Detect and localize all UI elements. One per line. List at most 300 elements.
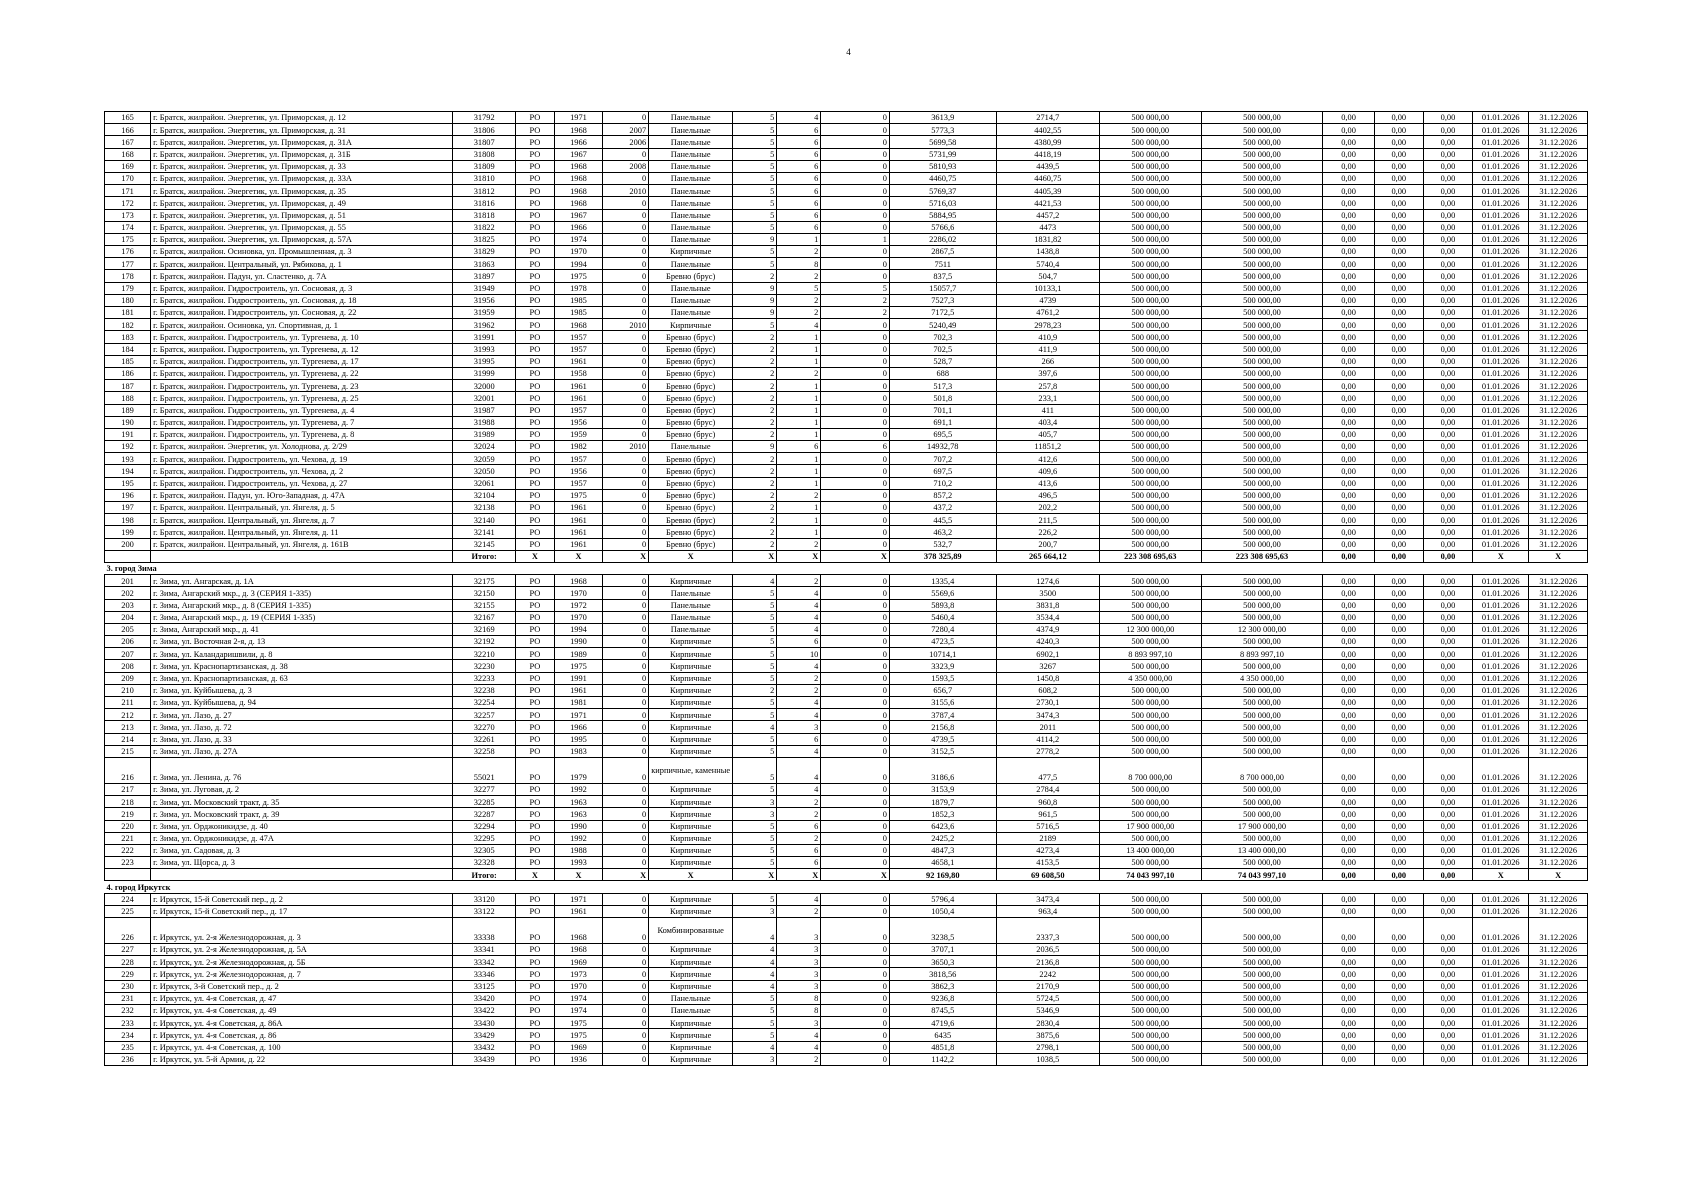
- fund-type-cell: РО: [515, 124, 554, 136]
- cost-fund-cell: 12 300 000,00: [1201, 623, 1323, 635]
- total-area-cell: 4739,5: [889, 733, 996, 745]
- entrances-cell: 4: [777, 745, 821, 757]
- wall-material-cell: Кирпичные: [649, 636, 733, 648]
- fund-type-cell: РО: [515, 502, 554, 514]
- address-cell: г. Братск, жилрайон. Энергетик, ул. Приморская, д. 31: [151, 124, 453, 136]
- total-area-cell: 3818,56: [889, 968, 996, 980]
- end-date-cell: 31.12.2026: [1529, 636, 1588, 648]
- section-header-row: [105, 562, 1588, 574]
- cost-fund-cell: 500 000,00: [1201, 148, 1323, 160]
- house-id-cell: 33346: [453, 968, 516, 980]
- living-area-cell: 4761,2: [996, 307, 1100, 319]
- table-row: [105, 392, 1588, 404]
- house-id-cell: 31988: [453, 416, 516, 428]
- living-area-cell: 2798,1: [996, 1041, 1100, 1053]
- repair-year-cell: 0: [603, 956, 649, 968]
- living-area-cell: 257,8: [996, 380, 1100, 392]
- house-id-cell: 31818: [453, 209, 516, 221]
- wall-material-cell: Бревно (брус): [649, 367, 733, 379]
- fund-type-cell: РО: [515, 808, 554, 820]
- build-year-cell: 1975: [554, 660, 602, 672]
- start-date-cell: 01.01.2026: [1473, 844, 1529, 856]
- address-cell: г. Зима, ул. Лазо, д. 27: [151, 709, 453, 721]
- cost-owners-cell: 0,00: [1423, 1041, 1472, 1053]
- cost-budget-local-cell: 0,00: [1374, 294, 1423, 306]
- underground-floors-cell: 0: [821, 392, 890, 404]
- total-area-cell: 4460,75: [889, 172, 996, 184]
- fund-type-cell: РО: [515, 660, 554, 672]
- end-date-cell: 31.12.2026: [1529, 233, 1588, 245]
- cost-owners-cell: 0,00: [1423, 832, 1472, 844]
- entrances-cell: 1: [777, 416, 821, 428]
- start-date-cell: 01.01.2026: [1473, 648, 1529, 660]
- cost-owners-cell: 0,00: [1423, 416, 1472, 428]
- cost-total-cell: 500 000,00: [1100, 721, 1201, 733]
- cost-budget-local-cell: 0,00: [1374, 660, 1423, 672]
- address-cell: [151, 869, 453, 881]
- living-area-cell: 2784,4: [996, 783, 1100, 795]
- house-id-cell: 32141: [453, 526, 516, 538]
- cost-budget-regional-cell: 0,00: [1323, 918, 1374, 944]
- wall-material-cell: Бревно (брус): [649, 477, 733, 489]
- address-cell: г. Братск, жилрайон. Энергетик, ул. Приморская, д. 57А: [151, 233, 453, 245]
- end-date-cell: 31.12.2026: [1529, 282, 1588, 294]
- living-area-cell: 4457,2: [996, 209, 1100, 221]
- house-id-cell: 33432: [453, 1041, 516, 1053]
- cost-budget-regional-cell: 0,00: [1323, 270, 1374, 282]
- row-number-cell: 198: [105, 514, 151, 526]
- total-area-cell: 3155,6: [889, 697, 996, 709]
- living-area-cell: 2830,4: [996, 1017, 1100, 1029]
- table-row: [105, 172, 1588, 184]
- address-cell: [151, 550, 453, 562]
- cost-fund-cell: 8 700 000,00: [1201, 757, 1323, 783]
- repair-year-cell: 0: [603, 404, 649, 416]
- table-row: [105, 1017, 1588, 1029]
- start-date-cell: 01.01.2026: [1473, 197, 1529, 209]
- floors-cell: 5: [733, 623, 777, 635]
- cost-budget-regional-cell: 0,00: [1323, 575, 1374, 587]
- wall-material-cell: Панельные: [649, 197, 733, 209]
- table-row: [105, 209, 1588, 221]
- build-year-cell: 1994: [554, 623, 602, 635]
- cost-budget-local-cell: 0,00: [1374, 258, 1423, 270]
- floors-cell: 5: [733, 783, 777, 795]
- entrances-cell: 4: [777, 587, 821, 599]
- underground-floors-cell: 0: [821, 246, 890, 258]
- entrances-cell: 1: [777, 502, 821, 514]
- address-cell: г. Иркутск, 3-й Советский пер., д. 2: [151, 980, 453, 992]
- cost-total-cell: 500 000,00: [1100, 465, 1201, 477]
- address-cell: г. Братск, жилрайон. Энергетик, ул. Приморская, д. 35: [151, 185, 453, 197]
- cost-total-cell: 8 893 997,10: [1100, 648, 1201, 660]
- address-cell: г. Братск, жилрайон. Гидростроитель, ул. Тургенева, д. 7: [151, 416, 453, 428]
- fund-type-cell: РО: [515, 319, 554, 331]
- row-number-cell: 196: [105, 489, 151, 501]
- living-area-cell: 5346,9: [996, 1004, 1100, 1016]
- house-id-cell: 31995: [453, 355, 516, 367]
- entrances-cell: 4: [777, 1029, 821, 1041]
- row-number-cell: 176: [105, 246, 151, 258]
- repair-year-cell: 0: [603, 209, 649, 221]
- register-body: [105, 112, 1588, 1066]
- total-row: [105, 550, 1588, 562]
- cost-budget-regional-cell: 0,00: [1323, 550, 1374, 562]
- build-year-cell: 1961: [554, 905, 602, 917]
- row-number-cell: 230: [105, 980, 151, 992]
- living-area-cell: 1450,8: [996, 672, 1100, 684]
- wall-material-cell: Бревно (брус): [649, 416, 733, 428]
- house-id-cell: 32167: [453, 611, 516, 623]
- cost-budget-local-cell: 0,00: [1374, 502, 1423, 514]
- cost-budget-local-cell: 0,00: [1374, 477, 1423, 489]
- cost-budget-regional-cell: 0,00: [1323, 197, 1374, 209]
- build-year-cell: 1974: [554, 992, 602, 1004]
- house-id-cell: 33122: [453, 905, 516, 917]
- table-row: [105, 307, 1588, 319]
- wall-material-cell: Кирпичные: [649, 893, 733, 905]
- table-row: [105, 465, 1588, 477]
- wall-material-cell: Кирпичные: [649, 980, 733, 992]
- start-date-cell: 01.01.2026: [1473, 697, 1529, 709]
- cost-budget-regional-cell: 0,00: [1323, 246, 1374, 258]
- entrances-cell: 8: [777, 258, 821, 270]
- fund-type-cell: РО: [515, 209, 554, 221]
- cost-fund-cell: 500 000,00: [1201, 197, 1323, 209]
- living-area-cell: 4374,9: [996, 623, 1100, 635]
- cost-owners-cell: 0,00: [1423, 124, 1472, 136]
- cost-fund-cell: 500 000,00: [1201, 233, 1323, 245]
- house-id-cell: 32270: [453, 721, 516, 733]
- fund-type-cell: РО: [515, 465, 554, 477]
- build-year-cell: 1966: [554, 221, 602, 233]
- floors-cell: 5: [733, 258, 777, 270]
- table-row: [105, 611, 1588, 623]
- build-year-cell: X: [554, 869, 602, 881]
- end-date-cell: 31.12.2026: [1529, 733, 1588, 745]
- cost-owners-cell: 0,00: [1423, 745, 1472, 757]
- cost-fund-cell: 500 000,00: [1201, 832, 1323, 844]
- cost-owners-cell: 0,00: [1423, 733, 1472, 745]
- underground-floors-cell: 0: [821, 992, 890, 1004]
- address-cell: г. Иркутск, ул. 2-я Железнодорожная, д. 5Б: [151, 956, 453, 968]
- cost-owners-cell: 0,00: [1423, 611, 1472, 623]
- cost-total-cell: 500 000,00: [1100, 1041, 1201, 1053]
- cost-fund-cell: 500 000,00: [1201, 783, 1323, 795]
- entrances-cell: 2: [777, 489, 821, 501]
- total-area-cell: 1142,2: [889, 1053, 996, 1065]
- row-number-cell: 221: [105, 832, 151, 844]
- house-id-cell: 55021: [453, 757, 516, 783]
- entrances-cell: 4: [777, 1041, 821, 1053]
- repair-year-cell: 0: [603, 172, 649, 184]
- address-cell: г. Братск, жилрайон. Гидростроитель, ул. Тургенева, д. 4: [151, 404, 453, 416]
- floors-cell: 5: [733, 148, 777, 160]
- house-id-cell: 33439: [453, 1053, 516, 1065]
- entrances-cell: 4: [777, 112, 821, 124]
- start-date-cell: 01.01.2026: [1473, 684, 1529, 696]
- living-area-cell: 4421,53: [996, 197, 1100, 209]
- build-year-cell: 1970: [554, 246, 602, 258]
- wall-material-cell: Кирпичные: [649, 721, 733, 733]
- row-number-cell: 182: [105, 319, 151, 331]
- build-year-cell: 1974: [554, 233, 602, 245]
- table-row: [105, 660, 1588, 672]
- section-title: 4. город Иркутск: [105, 881, 1588, 893]
- house-id-cell: 33342: [453, 956, 516, 968]
- floors-cell: 4: [733, 980, 777, 992]
- fund-type-cell: РО: [515, 721, 554, 733]
- wall-material-cell: X: [649, 869, 733, 881]
- cost-total-cell: 500 000,00: [1100, 599, 1201, 611]
- living-area-cell: 4739: [996, 294, 1100, 306]
- cost-budget-regional-cell: 0,00: [1323, 282, 1374, 294]
- address-cell: г. Иркутск, ул. 2-я Железнодорожная, д. 3: [151, 918, 453, 944]
- table-row: [105, 968, 1588, 980]
- entrances-cell: 4: [777, 757, 821, 783]
- build-year-cell: 1992: [554, 783, 602, 795]
- floors-cell: 5: [733, 172, 777, 184]
- address-cell: г. Зима, Ангарский мкр., д. 19 (СЕРИЯ 1-335): [151, 611, 453, 623]
- cost-owners-cell: 0,00: [1423, 526, 1472, 538]
- floors-cell: 2: [733, 526, 777, 538]
- row-number-cell: 231: [105, 992, 151, 1004]
- start-date-cell: X: [1473, 550, 1529, 562]
- address-cell: г. Иркутск, ул. 2-я Железнодорожная, д. 5А: [151, 944, 453, 956]
- living-area-cell: 413,6: [996, 477, 1100, 489]
- house-id-cell: 33422: [453, 1004, 516, 1016]
- underground-floors-cell: 0: [821, 209, 890, 221]
- underground-floors-cell: 0: [821, 489, 890, 501]
- cost-total-cell: 12 300 000,00: [1100, 623, 1201, 635]
- cost-budget-local-cell: 0,00: [1374, 820, 1423, 832]
- cost-budget-regional-cell: 0,00: [1323, 992, 1374, 1004]
- page-number: 4: [846, 47, 851, 57]
- cost-budget-regional-cell: 0,00: [1323, 709, 1374, 721]
- cost-owners-cell: 0,00: [1423, 684, 1472, 696]
- cost-budget-regional-cell: 0,00: [1323, 112, 1374, 124]
- house-id-cell: 31816: [453, 197, 516, 209]
- start-date-cell: 01.01.2026: [1473, 319, 1529, 331]
- cost-budget-regional-cell: 0,00: [1323, 1029, 1374, 1041]
- total-area-cell: 4719,6: [889, 1017, 996, 1029]
- cost-fund-cell: 500 000,00: [1201, 441, 1323, 453]
- cost-owners-cell: 0,00: [1423, 514, 1472, 526]
- floors-cell: 2: [733, 514, 777, 526]
- row-number-cell: 185: [105, 355, 151, 367]
- wall-material-cell: Кирпичные: [649, 684, 733, 696]
- address-cell: г. Братск, жилрайон. Центральный, ул. Янгеля, д. 161В: [151, 538, 453, 550]
- end-date-cell: 31.12.2026: [1529, 502, 1588, 514]
- fund-type-cell: РО: [515, 905, 554, 917]
- floors-cell: 2: [733, 538, 777, 550]
- total-area-cell: 5731,99: [889, 148, 996, 160]
- cost-budget-local-cell: 0,00: [1374, 331, 1423, 343]
- cost-owners-cell: 0,00: [1423, 980, 1472, 992]
- table-row: [105, 857, 1588, 869]
- table-row: [105, 623, 1588, 635]
- wall-material-cell: Панельные: [649, 112, 733, 124]
- underground-floors-cell: X: [821, 550, 890, 562]
- address-cell: г. Зима, ул. Куйбышева, д. 94: [151, 697, 453, 709]
- register-table: [104, 111, 1588, 1066]
- wall-material-cell: X: [649, 550, 733, 562]
- row-number-cell: 177: [105, 258, 151, 270]
- total-area-cell: 92 169,80: [889, 869, 996, 881]
- cost-budget-regional-cell: 0,00: [1323, 944, 1374, 956]
- fund-type-cell: РО: [515, 282, 554, 294]
- floors-cell: X: [733, 550, 777, 562]
- address-cell: г. Иркутск, ул. 5-й Армии, д. 22: [151, 1053, 453, 1065]
- end-date-cell: X: [1529, 869, 1588, 881]
- end-date-cell: 31.12.2026: [1529, 514, 1588, 526]
- build-year-cell: 1972: [554, 599, 602, 611]
- wall-material-cell: Панельные: [649, 124, 733, 136]
- table-row: [105, 1041, 1588, 1053]
- cost-budget-regional-cell: 0,00: [1323, 980, 1374, 992]
- total-area-cell: 2156,8: [889, 721, 996, 733]
- cost-budget-local-cell: 0,00: [1374, 233, 1423, 245]
- address-cell: г. Зима, ул. Ангарская, д. 1А: [151, 575, 453, 587]
- wall-material-cell: Панельные: [649, 221, 733, 233]
- row-number-cell: 211: [105, 697, 151, 709]
- living-area-cell: 960,8: [996, 796, 1100, 808]
- build-year-cell: 1975: [554, 270, 602, 282]
- address-cell: г. Братск, жилрайон. Гидростроитель, ул. Тургенева, д. 25: [151, 392, 453, 404]
- house-id-cell: 32285: [453, 796, 516, 808]
- address-cell: г. Братск, жилрайон. Энергетик, ул. Приморская, д. 49: [151, 197, 453, 209]
- total-area-cell: 7511: [889, 258, 996, 270]
- cost-budget-regional-cell: 0,00: [1323, 172, 1374, 184]
- cost-owners-cell: 0,00: [1423, 112, 1472, 124]
- underground-floors-cell: 0: [821, 428, 890, 440]
- cost-budget-local-cell: 0,00: [1374, 355, 1423, 367]
- build-year-cell: 1957: [554, 453, 602, 465]
- cost-fund-cell: 500 000,00: [1201, 944, 1323, 956]
- cost-total-cell: 500 000,00: [1100, 112, 1201, 124]
- cost-fund-cell: 500 000,00: [1201, 587, 1323, 599]
- cost-budget-regional-cell: 0,00: [1323, 660, 1374, 672]
- entrances-cell: 1: [777, 355, 821, 367]
- floors-cell: 5: [733, 160, 777, 172]
- repair-year-cell: 0: [603, 477, 649, 489]
- table-row: [105, 246, 1588, 258]
- living-area-cell: 226,2: [996, 526, 1100, 538]
- address-cell: г. Зима, ул. Щорса, д. 3: [151, 857, 453, 869]
- end-date-cell: 31.12.2026: [1529, 367, 1588, 379]
- repair-year-cell: 0: [603, 148, 649, 160]
- wall-material-cell: Кирпичные: [649, 844, 733, 856]
- address-cell: г. Зима, ул. Восточная 2-я, д. 13: [151, 636, 453, 648]
- underground-floors-cell: 0: [821, 538, 890, 550]
- build-year-cell: 1975: [554, 1017, 602, 1029]
- total-area-cell: 5884,95: [889, 209, 996, 221]
- address-cell: г. Братск, жилрайон. Осиновка, ул. Промышленная, д. 3: [151, 246, 453, 258]
- address-cell: г. Иркутск, ул. 4-я Советская, д. 86А: [151, 1017, 453, 1029]
- cost-budget-local-cell: 0,00: [1374, 514, 1423, 526]
- total-area-cell: 6423,6: [889, 820, 996, 832]
- cost-total-cell: 500 000,00: [1100, 709, 1201, 721]
- cost-budget-regional-cell: 0,00: [1323, 477, 1374, 489]
- cost-budget-local-cell: 0,00: [1374, 465, 1423, 477]
- end-date-cell: 31.12.2026: [1529, 112, 1588, 124]
- underground-floors-cell: 0: [821, 783, 890, 795]
- cost-total-cell: 500 000,00: [1100, 197, 1201, 209]
- house-id-cell: 31863: [453, 258, 516, 270]
- fund-type-cell: РО: [515, 623, 554, 635]
- total-area-cell: 9236,8: [889, 992, 996, 1004]
- total-area-cell: 378 325,89: [889, 550, 996, 562]
- repair-year-cell: 0: [603, 992, 649, 1004]
- cost-total-cell: 500 000,00: [1100, 526, 1201, 538]
- cost-fund-cell: 500 000,00: [1201, 404, 1323, 416]
- end-date-cell: 31.12.2026: [1529, 465, 1588, 477]
- cost-fund-cell: 500 000,00: [1201, 319, 1323, 331]
- cost-fund-cell: 500 000,00: [1201, 808, 1323, 820]
- cost-owners-cell: 0,00: [1423, 465, 1472, 477]
- cost-budget-local-cell: 0,00: [1374, 1029, 1423, 1041]
- cost-owners-cell: 0,00: [1423, 820, 1472, 832]
- floors-cell: 5: [733, 757, 777, 783]
- start-date-cell: 01.01.2026: [1473, 672, 1529, 684]
- address-cell: г. Зима, ул. Краснопартизанская, д. 63: [151, 672, 453, 684]
- row-number-cell: 167: [105, 136, 151, 148]
- cost-fund-cell: 500 000,00: [1201, 956, 1323, 968]
- end-date-cell: 31.12.2026: [1529, 453, 1588, 465]
- cost-budget-regional-cell: 0,00: [1323, 783, 1374, 795]
- address-cell: г. Зима, Ангарский мкр., д. 41: [151, 623, 453, 635]
- repair-year-cell: 0: [603, 844, 649, 856]
- cost-budget-local-cell: 0,00: [1374, 636, 1423, 648]
- cost-fund-cell: 500 000,00: [1201, 172, 1323, 184]
- underground-floors-cell: 0: [821, 221, 890, 233]
- cost-fund-cell: 500 000,00: [1201, 307, 1323, 319]
- cost-budget-regional-cell: 0,00: [1323, 796, 1374, 808]
- cost-budget-local-cell: 0,00: [1374, 148, 1423, 160]
- table-row: [105, 319, 1588, 331]
- cost-total-cell: 500 000,00: [1100, 428, 1201, 440]
- floors-cell: 9: [733, 307, 777, 319]
- cost-total-cell: 500 000,00: [1100, 477, 1201, 489]
- entrances-cell: 6: [777, 197, 821, 209]
- row-number-cell: 166: [105, 124, 151, 136]
- table-row: [105, 733, 1588, 745]
- start-date-cell: 01.01.2026: [1473, 893, 1529, 905]
- build-year-cell: 1979: [554, 757, 602, 783]
- fund-type-cell: РО: [515, 197, 554, 209]
- cost-fund-cell: 500 000,00: [1201, 489, 1323, 501]
- cost-budget-regional-cell: 0,00: [1323, 233, 1374, 245]
- total-area-cell: 701,1: [889, 404, 996, 416]
- entrances-cell: 3: [777, 721, 821, 733]
- table-row: [105, 185, 1588, 197]
- start-date-cell: 01.01.2026: [1473, 918, 1529, 944]
- living-area-cell: 4418,19: [996, 148, 1100, 160]
- cost-fund-cell: 500 000,00: [1201, 160, 1323, 172]
- living-area-cell: 2011: [996, 721, 1100, 733]
- table-row: [105, 404, 1588, 416]
- build-year-cell: 1982: [554, 441, 602, 453]
- total-area-cell: 3238,5: [889, 918, 996, 944]
- cost-budget-local-cell: 0,00: [1374, 992, 1423, 1004]
- row-number-cell: 183: [105, 331, 151, 343]
- start-date-cell: 01.01.2026: [1473, 392, 1529, 404]
- start-date-cell: 01.01.2026: [1473, 623, 1529, 635]
- fund-type-cell: РО: [515, 392, 554, 404]
- start-date-cell: 01.01.2026: [1473, 172, 1529, 184]
- table-row: [105, 757, 1588, 783]
- floors-cell: 2: [733, 331, 777, 343]
